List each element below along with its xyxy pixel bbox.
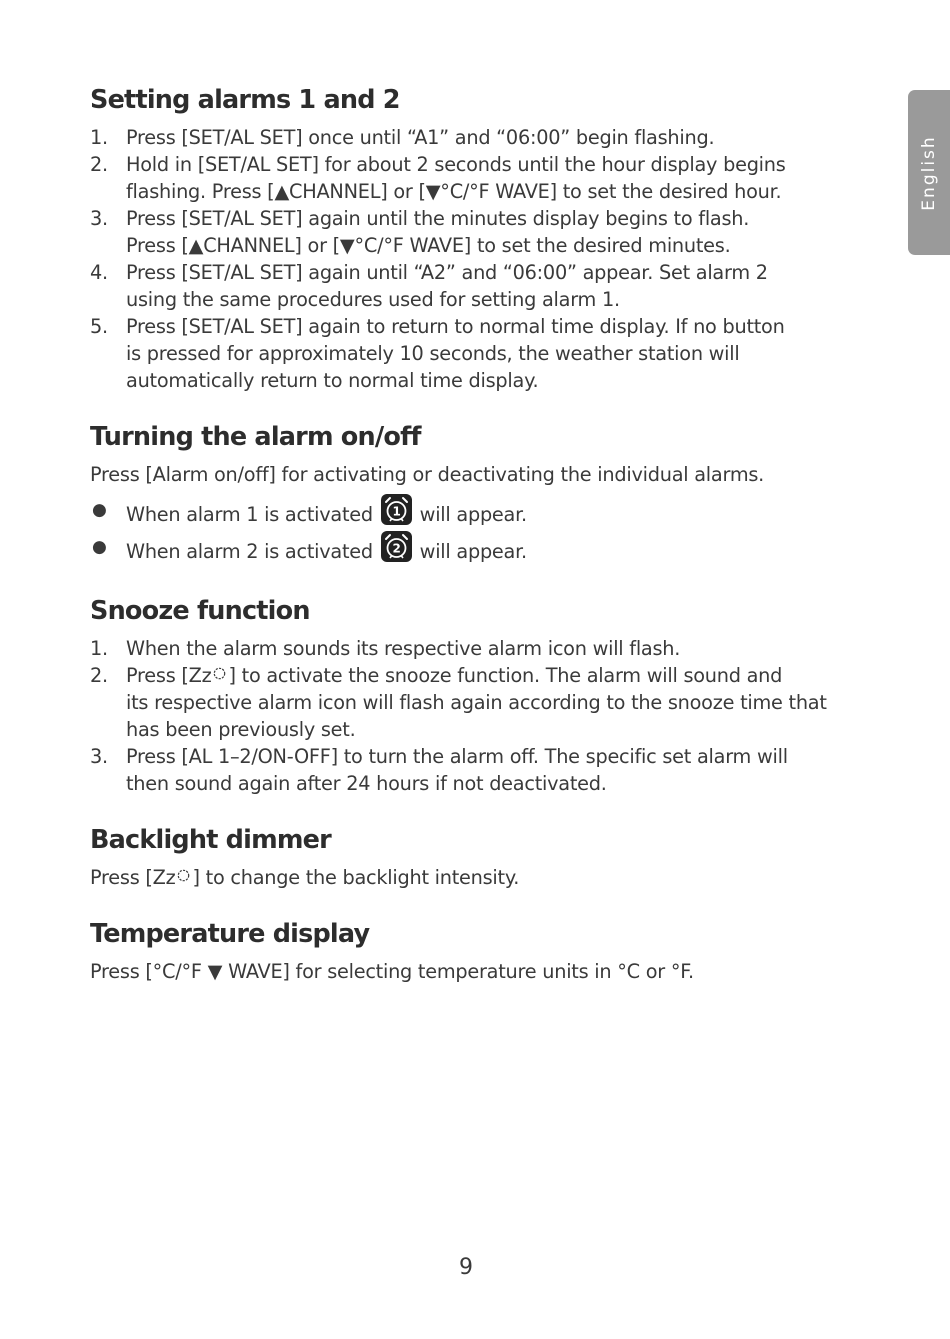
item-number: 1. bbox=[90, 126, 108, 149]
body-text-part: ] to change the backlight intensity. bbox=[192, 866, 520, 889]
list-item bbox=[90, 205, 835, 259]
numbered-list bbox=[90, 124, 835, 394]
item-line: Press [SET/AL SET] once until “A1” and “06:00” begin flashing. bbox=[126, 126, 715, 149]
bullet-item bbox=[90, 494, 835, 531]
section-alarm-on-off bbox=[90, 419, 835, 568]
section-heading: Backlight dimmer bbox=[90, 825, 331, 855]
snooze-light-icon bbox=[212, 666, 227, 681]
page-content bbox=[90, 82, 835, 1010]
section-backlight bbox=[90, 822, 835, 891]
alarm-1-digit: 1 bbox=[392, 504, 401, 519]
alarm-1-icon bbox=[381, 494, 412, 525]
item-line: is pressed for approximately 10 seconds, the weather station will bbox=[126, 342, 740, 365]
body-text bbox=[90, 864, 835, 891]
item-number: 4. bbox=[90, 261, 108, 284]
list-item bbox=[90, 151, 835, 205]
bullet-text-after: will appear. bbox=[419, 540, 527, 563]
section-temperature bbox=[90, 916, 835, 985]
language-side-tab bbox=[908, 90, 950, 255]
item-line: using the same procedures used for setting alarm 1. bbox=[126, 288, 620, 311]
item-number: 3. bbox=[90, 745, 108, 768]
item-number: 2. bbox=[90, 153, 108, 176]
numbered-list bbox=[90, 635, 835, 797]
item-line: Press [SET/AL SET] again to return to normal time display. If no button bbox=[126, 315, 785, 338]
alarm-2-icon bbox=[381, 531, 412, 562]
section-heading: Turning the alarm on/off bbox=[90, 422, 421, 452]
bullet-item bbox=[90, 531, 835, 568]
bullet-icon: ● bbox=[92, 500, 107, 520]
section-heading: Setting alarms 1 and 2 bbox=[90, 85, 400, 115]
item-line: flashing. Press [▲CHANNEL] or [▼°C/°F WAVE] to set the desired hour. bbox=[126, 180, 782, 203]
page-number: 9 bbox=[459, 1255, 473, 1280]
item-line-part: Press [Zz bbox=[126, 664, 212, 687]
item-number: 2. bbox=[90, 664, 108, 687]
bullet-text-before: When alarm 1 is activated bbox=[126, 503, 373, 526]
bullet-text-before: When alarm 2 is activated bbox=[126, 540, 373, 563]
item-line: its respective alarm icon will flash again according to the snooze time that bbox=[126, 691, 827, 714]
item-line: Press [▲CHANNEL] or [▼°C/°F WAVE] to set the desired minutes. bbox=[126, 234, 731, 257]
alarm-2-digit: 2 bbox=[392, 541, 401, 556]
list-item bbox=[90, 259, 835, 313]
bullet-icon: ● bbox=[92, 537, 107, 557]
item-line: When the alarm sounds its respective alarm icon will flash. bbox=[126, 637, 681, 660]
item-line: Press [AL 1–2/ON-OFF] to turn the alarm off. The specific set alarm will bbox=[126, 745, 788, 768]
item-number: 3. bbox=[90, 207, 108, 230]
item-line: Press [SET/AL SET] again until “A2” and “06:00” appear. Set alarm 2 bbox=[126, 261, 768, 284]
list-item bbox=[90, 313, 835, 394]
item-line: then sound again after 24 hours if not deactivated. bbox=[126, 772, 607, 795]
section-heading: Temperature display bbox=[90, 919, 370, 949]
bullet-list bbox=[90, 494, 835, 568]
item-line: has been previously set. bbox=[126, 718, 356, 741]
item-line-part: ] to activate the snooze function. The alarm will sound and bbox=[228, 664, 783, 687]
body-text: Press [°C/°F ▼ WAVE] for selecting temperature units in °C or °F. bbox=[90, 960, 694, 983]
item-line: Hold in [SET/AL SET] for about 2 seconds until the hour display begins bbox=[126, 153, 786, 176]
section-heading: Snooze function bbox=[90, 596, 310, 626]
section-setting-alarms bbox=[90, 82, 835, 394]
item-number: 5. bbox=[90, 315, 108, 338]
item-number: 1. bbox=[90, 637, 108, 660]
body-text-part: Press [Zz bbox=[90, 866, 176, 889]
intro-text: Press [Alarm on/off] for activating or deactivating the individual alarms. bbox=[90, 463, 765, 486]
section-snooze bbox=[90, 593, 835, 797]
bullet-text-after: will appear. bbox=[419, 503, 527, 526]
list-item bbox=[90, 743, 835, 797]
item-line: automatically return to normal time display. bbox=[126, 369, 539, 392]
item-line: Press [SET/AL SET] again until the minutes display begins to flash. bbox=[126, 207, 750, 230]
language-tab-label: English bbox=[919, 134, 939, 211]
list-item bbox=[90, 124, 835, 151]
list-item bbox=[90, 635, 835, 662]
snooze-light-icon bbox=[176, 868, 191, 883]
list-item bbox=[90, 662, 835, 743]
item-line bbox=[126, 662, 835, 689]
